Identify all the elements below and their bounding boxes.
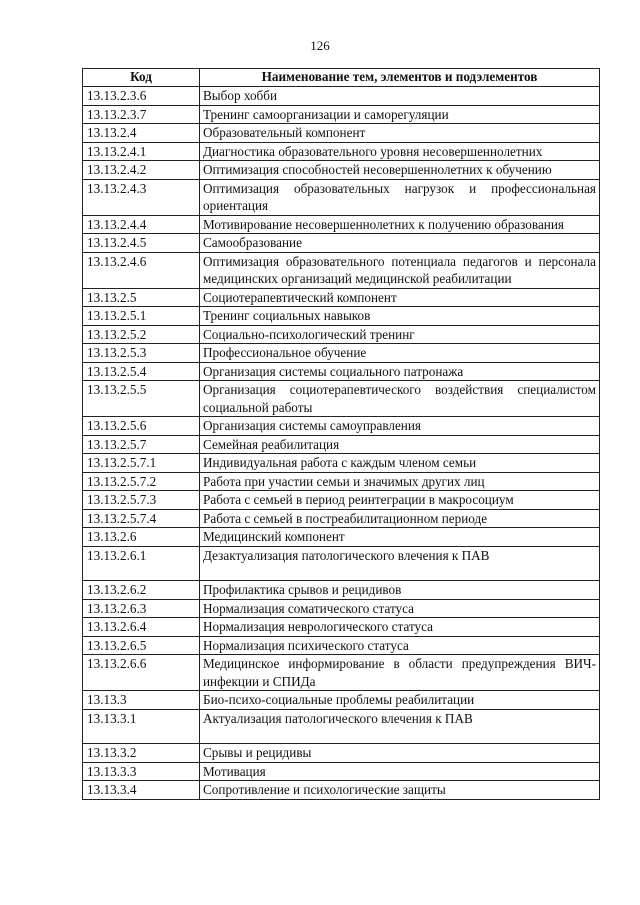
row-name: Работа с семьей в постреабилитационном периоде [200, 509, 600, 528]
column-header-name: Наименование тем, элементов и подэлементов [200, 69, 600, 87]
table-row [83, 599, 600, 618]
row-code: 13.13.2.4.3 [83, 179, 200, 215]
row-name: Образовательный компонент [200, 124, 600, 143]
table-row [83, 709, 600, 744]
table-row [83, 762, 600, 781]
table-row [83, 744, 600, 763]
row-name: Индивидуальная работа с каждым членом семьи [200, 454, 600, 473]
table-row [83, 105, 600, 124]
table-row [83, 655, 600, 691]
table-row [83, 618, 600, 637]
table-row [83, 435, 600, 454]
row-code: 13.13.2.4.1 [83, 142, 200, 161]
page-number: 126 [310, 38, 330, 53]
row-code: 13.13.2.6 [83, 528, 200, 547]
row-name: Организация социотерапевтического воздействия специалистом социальной работы [200, 381, 600, 417]
table-row [83, 362, 600, 381]
row-code: 13.13.2.5.5 [83, 381, 200, 417]
table-row [83, 781, 600, 800]
row-name: Оптимизация способностей несовершеннолетних к обучению [200, 161, 600, 180]
row-code: 13.13.2.6.4 [83, 618, 200, 637]
row-name: Мотивирование несовершеннолетних к получению образования [200, 215, 600, 234]
row-name: Био-психо-социальные проблемы реабилитации [200, 691, 600, 710]
table-row [83, 454, 600, 473]
row-code: 13.13.2.5.7.3 [83, 491, 200, 510]
row-code: 13.13.2.5 [83, 288, 200, 307]
row-code: 13.13.2.4.6 [83, 252, 200, 288]
row-code: 13.13.2.4 [83, 124, 200, 143]
table-row [83, 161, 600, 180]
row-code: 13.13.2.5.6 [83, 417, 200, 436]
row-name: Социально-психологический тренинг [200, 325, 600, 344]
table-header-row [83, 69, 600, 87]
row-name: Дезактуализация патологического влечения к ПАВ [200, 546, 600, 581]
row-code: 13.13.2.6.2 [83, 581, 200, 600]
row-name: Мотивация [200, 762, 600, 781]
row-name: Актуализация патологического влечения к ПАВ [200, 709, 600, 744]
table-row [83, 252, 600, 288]
row-code: 13.13.3.4 [83, 781, 200, 800]
table-row [83, 509, 600, 528]
table-row [83, 546, 600, 581]
row-name: Срывы и рецидивы [200, 744, 600, 763]
row-name: Диагностика образовательного уровня несовершеннолетних [200, 142, 600, 161]
table-row [83, 472, 600, 491]
row-code: 13.13.2.6.5 [83, 636, 200, 655]
row-name: Семейная реабилитация [200, 435, 600, 454]
row-name: Профилактика срывов и рецидивов [200, 581, 600, 600]
table-row [83, 417, 600, 436]
row-code: 13.13.2.5.1 [83, 307, 200, 326]
row-code: 13.13.2.5.7 [83, 435, 200, 454]
row-code: 13.13.2.6.1 [83, 546, 200, 581]
row-name: Работа с семьей в период реинтеграции в макросоциум [200, 491, 600, 510]
row-code: 13.13.2.5.4 [83, 362, 200, 381]
table-row [83, 87, 600, 106]
table-row [83, 142, 600, 161]
table-row [83, 179, 600, 215]
row-name: Выбор хобби [200, 87, 600, 106]
table-row [83, 691, 600, 710]
row-name: Самообразование [200, 234, 600, 253]
row-name: Организация системы самоуправления [200, 417, 600, 436]
row-code: 13.13.2.5.2 [83, 325, 200, 344]
row-code: 13.13.3.1 [83, 709, 200, 744]
row-code: 13.13.3 [83, 691, 200, 710]
table-row [83, 344, 600, 363]
topics-table [82, 68, 600, 800]
table-row [83, 528, 600, 547]
row-code: 13.13.2.3.6 [83, 87, 200, 106]
row-code: 13.13.2.5.7.1 [83, 454, 200, 473]
row-name: Оптимизация образовательного потенциала педагогов и персонала медицинских организаций медицинской реабилитации [200, 252, 600, 288]
row-name: Оптимизация образовательных нагрузок и профессиональная ориентация [200, 179, 600, 215]
table-row [83, 325, 600, 344]
table-row [83, 288, 600, 307]
table-row [83, 215, 600, 234]
table-row [83, 307, 600, 326]
table-row [83, 381, 600, 417]
row-name: Сопротивление и психологические защиты [200, 781, 600, 800]
row-code: 13.13.2.4.2 [83, 161, 200, 180]
row-name: Социотерапевтический компонент [200, 288, 600, 307]
row-name: Нормализация психического статуса [200, 636, 600, 655]
row-name: Организация системы социального патронажа [200, 362, 600, 381]
row-name: Нормализация неврологического статуса [200, 618, 600, 637]
table-row [83, 124, 600, 143]
row-code: 13.13.2.6.3 [83, 599, 200, 618]
column-header-code: Код [83, 69, 200, 87]
row-code: 13.13.3.3 [83, 762, 200, 781]
table-row [83, 636, 600, 655]
row-code: 13.13.2.5.3 [83, 344, 200, 363]
row-code: 13.13.2.4.4 [83, 215, 200, 234]
row-name: Нормализация соматического статуса [200, 599, 600, 618]
row-name: Медицинский компонент [200, 528, 600, 547]
row-code: 13.13.3.2 [83, 744, 200, 763]
row-code: 13.13.2.5.7.4 [83, 509, 200, 528]
row-name: Медицинское информирование в области предупреждения ВИЧ-инфекции и СПИДа [200, 655, 600, 691]
row-name: Тренинг социальных навыков [200, 307, 600, 326]
row-name: Работа при участии семьи и значимых других лиц [200, 472, 600, 491]
row-code: 13.13.2.5.7.2 [83, 472, 200, 491]
row-name: Профессиональное обучение [200, 344, 600, 363]
row-code: 13.13.2.6.6 [83, 655, 200, 691]
row-code: 13.13.2.3.7 [83, 105, 200, 124]
row-code: 13.13.2.4.5 [83, 234, 200, 253]
table-row [83, 234, 600, 253]
table-row [83, 491, 600, 510]
row-name: Тренинг самоорганизации и саморегуляции [200, 105, 600, 124]
table-row [83, 581, 600, 600]
